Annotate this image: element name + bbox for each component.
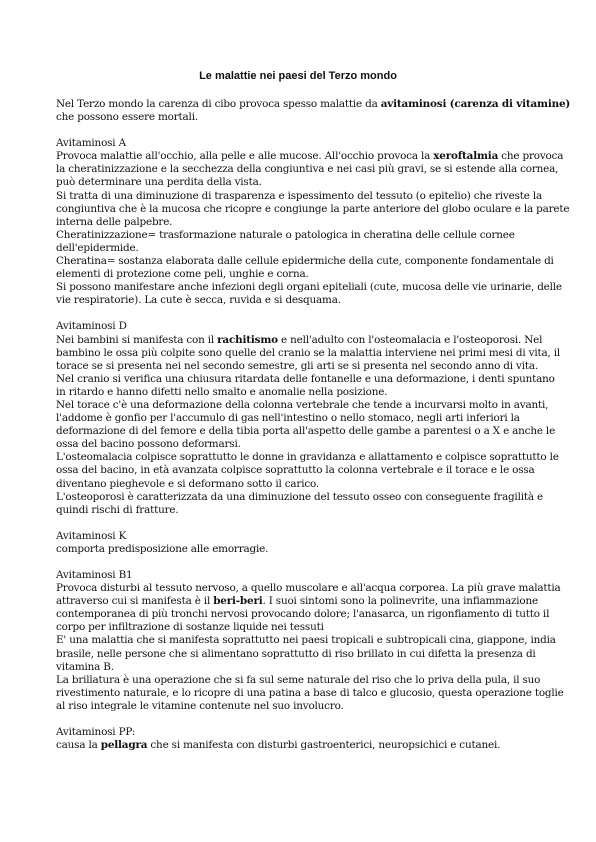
text-line: corpo per infiltrazione di sostanze liquide nei tessuti [56, 621, 324, 634]
text-line: ossa del bacino possono deformarsi. [56, 438, 241, 451]
text-line: Nel Terzo mondo la carenza di cibo provoca spesso malattie da avitaminosi (carenza di vitamine) [56, 98, 571, 110]
text-line: attraverso cui si manifesta è il beri-beri. I suoi sintomi sono la polinevrite, una infiammazione [56, 595, 538, 608]
text-line: vie respiratorie). La cute è secca, ruvida e si desquama. [56, 294, 341, 307]
text-line: Si tratta di una diminuzione di trasparenza e ispessimento del tessuto (o epitelio) che riveste la [56, 189, 542, 202]
text-line: Si possono manifestare anche infezioni degli organi epiteliali (cute, mucosa delle vie urinarie, delle [56, 281, 562, 294]
text-line: L'osteoporosi è caratterizzata da una diminuzione del tessuto osseo con conseguente fragilità e [56, 490, 543, 503]
section-avitaminosi-pp [56, 726, 544, 752]
text-line: Cheratinizzazione= trasformazione naturale o patologica in cheratina delle cellule cornee [56, 228, 515, 241]
section-avitaminosi-k [56, 530, 544, 556]
text-line: La brillatura è una operazione che si fa sul seme naturale del riso che lo priva della pula, il suo [56, 673, 541, 686]
text-line: elementi di protezione come peli, unghie e corna. [56, 268, 309, 281]
text-line: torace se si presenta nei nel secondo semestre, gli arti se si presenta nel secondo anno di vita. [56, 359, 538, 372]
text-line: dell'epidermide. [56, 241, 139, 254]
text-line: può determinare una perdita della vista. [56, 176, 262, 189]
text-line: quindi rischi di fratture. [56, 503, 179, 516]
section-heading: Avitaminosi K [56, 529, 127, 542]
document-body [56, 98, 571, 752]
section-avitaminosi-b1 [56, 569, 564, 713]
text-line: E' una malattia che si manifesta soprattutto nei paesi tropicali e subtropicali cina, giappone, india [56, 634, 556, 647]
text-line: rivestimento naturale, e lo ricopre di una patina a base di talco e glucosio, questa operazione toglie [56, 686, 564, 699]
text-line: l'addome è gonfio per l'accumulo di gas nell'intestino o nello stomaco, negli arti inferiori la [56, 412, 520, 425]
text-line: Provoca disturbi al tessuto nervoso, a quello muscolare e all'acqua corporea. La più grave malattia [56, 582, 561, 595]
text-line: Nel torace c'è una deformazione della colonna vertebrale che tende a incurvarsi molto in avanti, [56, 398, 549, 411]
document-title: Le malattie nei paesi del Terzo mondo [199, 70, 397, 82]
text-line: brasile, nelle persone che si alimentano soprattutto di riso brillato in cui difetta la presenza di [56, 647, 536, 660]
section-heading: Avitaminosi PP: [56, 726, 136, 739]
text-line: vitamina B. [56, 660, 114, 673]
section-heading: Avitaminosi A [56, 137, 126, 150]
section-avitaminosi-d [56, 320, 561, 516]
text-line: Nei bambini si manifesta con il rachitismo e nell'adulto con l'osteomalacia e l'osteoporosi. Nel [56, 333, 543, 346]
text-line: causa la pellagra che si manifesta con disturbi gastroenterici, neuropsichici e cutanei. [56, 739, 501, 752]
text-line: deformazione di del femore e della tibia porta all'aspetto delle gambe a parentesi o a X e anche le [56, 425, 556, 438]
text-line: diventano pieghevole e si deformano sotto il carico. [56, 477, 319, 490]
section-avitaminosi-a [56, 137, 570, 307]
intro-paragraph [56, 98, 571, 124]
text-line: la cheratinizzazione e la secchezza della congiuntiva e nei casi più gravi, se si estende alla cornea, [56, 163, 559, 176]
text-line: congiuntiva che è la mucosa che ricopre e congiunge la parte anteriore del globo oculare e la parete [56, 202, 570, 215]
text-line: al riso integrale le vitamine contenute nel suo involucro. [56, 699, 344, 712]
text-line: Nel cranio si verifica una chiusura ritardata delle fontanelle e una deformazione, i denti spuntano [56, 372, 555, 385]
text-line: in ritardo e hanno difetti nello smalto e anomalie nella posizione. [56, 385, 388, 398]
section-heading: Avitaminosi B1 [56, 569, 133, 581]
text-line: L'osteomalacia colpisce soprattutto le donne in gravidanza e allattamento e colpisce soprattutto le [56, 451, 559, 464]
text-line: che possono essere mortali. [56, 111, 198, 124]
text-line: ossa del bacino, in età avanzata colpisce soprattutto la colonna vertebrale e il torace e le ossa [56, 464, 535, 477]
text-line: bambino le ossa più colpite sono quelle del cranio se la malattia interviene nei primi mesi di vita, il [56, 346, 561, 359]
section-heading: Avitaminosi D [56, 320, 127, 333]
text-line: Cheratina= sostanza elaborata dalle cellule epidermiche della cute, componente fondamentale di [56, 255, 554, 268]
text-line: Provoca malattie all'occhio, alla pelle e alle mucose. All'occhio provoca la xeroftalmia che provoca [56, 150, 564, 163]
text-line: contemporanea di più tronchi nervosi provocando dolore; l'anasarca, un rigonfiamento di tutto il [56, 608, 550, 621]
text-line: interna delle palpebre. [56, 215, 173, 228]
text-line: comporta predisposizione alle emorragie. [56, 542, 269, 555]
